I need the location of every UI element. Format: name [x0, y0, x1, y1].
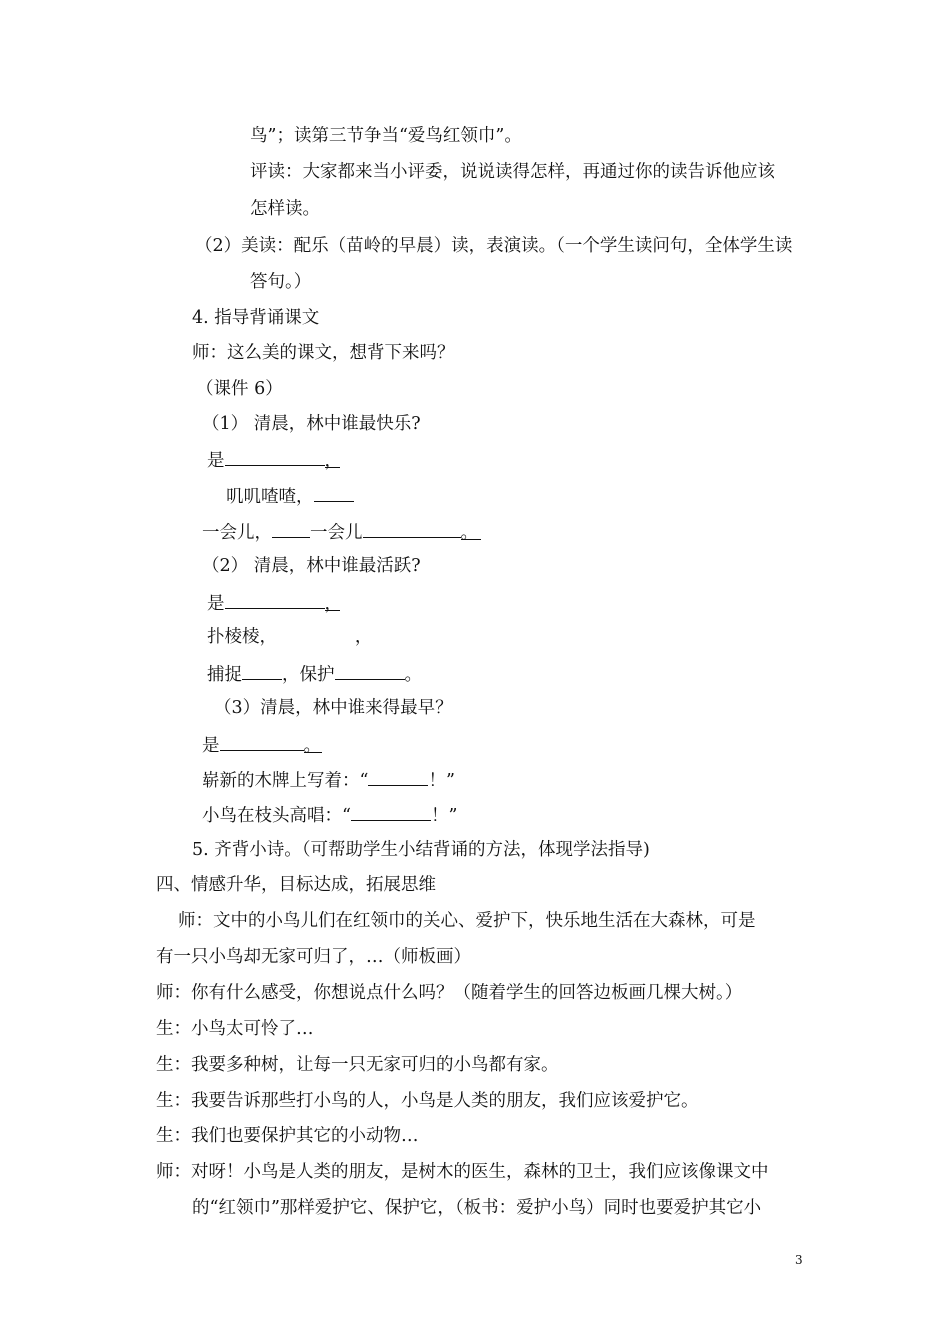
text-line: 有一只小鸟却无家可归了，…（师板画）	[156, 947, 471, 967]
section-heading: 4. 指导背诵课文	[192, 308, 320, 328]
fill-line	[202, 767, 455, 793]
fill-text: 小鸟在枝头高唱：“	[202, 806, 351, 826]
page-number: 3	[795, 1253, 803, 1267]
answer-blank	[220, 732, 304, 751]
answer-blank	[335, 661, 405, 680]
text-line: 师：对呀！小鸟是人类的朋友，是树木的医生，森林的卫士，我们应该像课文中	[156, 1162, 769, 1182]
text-line: 怎样读。	[250, 199, 320, 219]
fill-text: 叽叽喳喳，	[226, 487, 314, 507]
text-line: 5. 齐背小诗。（可帮助学生小结背诵的方法，体现学法指导)	[192, 840, 650, 860]
fill-text: 捕捉	[207, 665, 242, 685]
answer-blank	[272, 519, 310, 538]
text-line: （2）美读：配乐（苗岭的早晨）读，表演读。（一个学生读问句，全体学生读	[195, 236, 793, 256]
answer-blank	[314, 483, 354, 502]
fill-text: ，	[324, 451, 342, 471]
fill-text: ！”	[428, 771, 455, 791]
fill-text: 。	[404, 665, 422, 685]
fill-text: 崭新的木牌上写着：“	[202, 771, 369, 791]
fill-line	[207, 661, 422, 687]
text-line: 的“红领巾”那样爱护它、保护它，（板书：爱护小鸟）同时也要爱护其它小	[192, 1198, 762, 1218]
fill-line	[226, 483, 354, 509]
fill-text: ，保护	[282, 665, 335, 685]
answer-blank	[363, 519, 461, 538]
section-heading: 四、情感升华，目标达成，拓展思维	[156, 875, 436, 895]
text-line: 生：我们也要保护其它的小动物…	[156, 1126, 419, 1146]
text-line: 师：这么美的课文，想背下来吗？	[192, 343, 455, 363]
text-line: 鸟”；读第三节争当“爱鸟红领巾”。	[250, 126, 522, 146]
text-line: （课件 6）	[196, 379, 283, 399]
fill-text: 一会儿	[310, 523, 363, 543]
fill-text: 。	[303, 736, 321, 756]
fill-line	[207, 590, 340, 616]
text-line: 生：小鸟太可怜了…	[156, 1019, 314, 1039]
question-line: （3）清晨，林中谁来得最早？	[214, 698, 453, 718]
text-line: 答句。）	[250, 272, 312, 292]
question-line: （2） 清晨，林中谁最活跃?	[202, 556, 421, 576]
text-line: 师：你有什么感受，你想说点什么吗？（随着学生的回答边板画几棵大树。）	[156, 983, 743, 1003]
answer-blank	[242, 661, 282, 680]
fill-line: 扑棱棱， ，	[207, 627, 373, 647]
fill-line	[207, 447, 340, 473]
fill-text: ，	[324, 594, 342, 614]
fill-line	[202, 802, 457, 828]
answer-blank	[368, 767, 428, 786]
question-line: （1） 清晨，林中谁最快乐?	[202, 414, 421, 434]
text-line: 师：文中的小鸟儿们在红领巾的关心、爱护下，快乐地生活在大森林，可是	[178, 911, 756, 931]
answer-blank	[225, 590, 325, 609]
fill-text: 是	[207, 451, 225, 471]
fill-line	[202, 519, 481, 545]
fill-text: 是	[202, 736, 220, 756]
text-line: 生：我要多种树，让每一只无家可归的小鸟都有家。	[156, 1055, 559, 1075]
fill-text: ！”	[430, 806, 458, 826]
text-line: 评读：大家都来当小评委，说说读得怎样，再通过你的读告诉他应该	[250, 162, 775, 182]
text-line: 生：我要告诉那些打小鸟的人，小鸟是人类的朋友，我们应该爱护它。	[156, 1091, 699, 1111]
fill-line	[202, 732, 322, 758]
fill-text: 是	[207, 594, 225, 614]
answer-blank	[351, 802, 431, 821]
fill-text: 一会儿，	[202, 523, 272, 543]
fill-text: 。	[461, 521, 481, 540]
answer-blank	[225, 447, 325, 466]
